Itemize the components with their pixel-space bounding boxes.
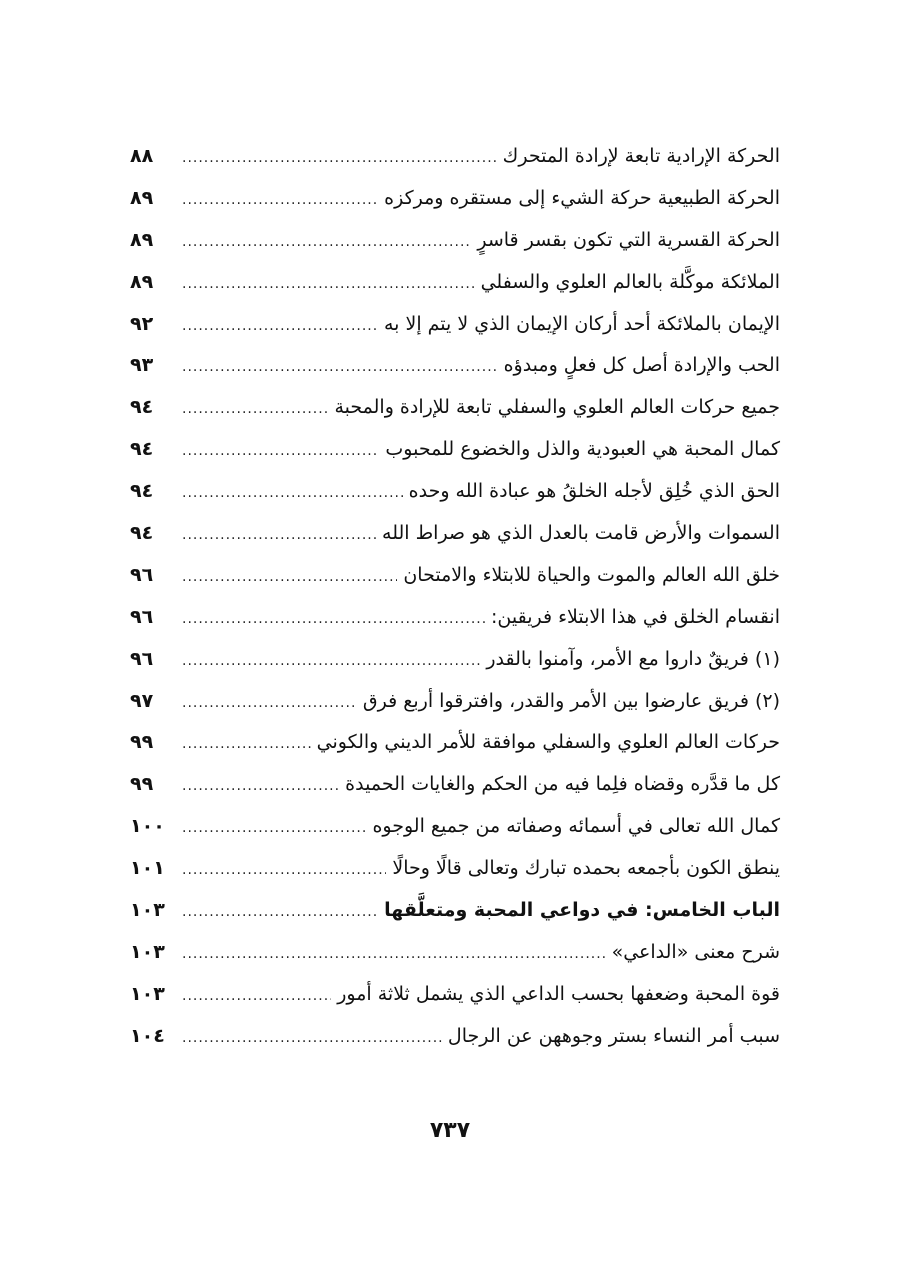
toc-entry-page: ٩٤ bbox=[130, 480, 154, 503]
toc-entry-page: ١٠٠ bbox=[130, 815, 165, 838]
toc-entry-title: جميع حركات العالم العلوي والسفلي تابعة للإرادة والمحبة bbox=[334, 396, 780, 419]
dot-leader bbox=[182, 180, 378, 222]
toc-entry-title: كل ما قدَّره وقضاه فلِما فيه من الحكم والغايات الحميدة bbox=[345, 773, 780, 796]
dot-leader bbox=[182, 976, 331, 1018]
toc-entry bbox=[130, 806, 780, 848]
dot-leader bbox=[182, 850, 386, 892]
toc-entry-page: ٨٩ bbox=[130, 270, 154, 293]
toc-entry-title: شرح معنى «الداعي» bbox=[611, 940, 780, 963]
dot-leader bbox=[182, 1018, 442, 1060]
toc-entry-page: ١٠١ bbox=[130, 857, 165, 880]
toc-entry-title: خلق الله العالم والموت والحياة للابتلاء والامتحان bbox=[403, 563, 780, 586]
toc-entry bbox=[130, 890, 780, 932]
toc-entry-title: الحب والإرادة أصل كل فعلٍ ومبدؤه bbox=[503, 354, 780, 377]
table-of-contents bbox=[130, 136, 780, 1058]
toc-entry-title: الحركة الإرادية تابعة لإرادة المتحرك bbox=[502, 145, 780, 167]
toc-entry-title: الباب الخامس: في دواعي المحبة ومتعلَّقها bbox=[384, 899, 780, 922]
toc-entry-page: ٩٤ bbox=[130, 396, 154, 419]
dot-leader bbox=[182, 557, 397, 599]
toc-entry-page: ١٠٣ bbox=[130, 899, 165, 922]
dot-leader bbox=[182, 306, 378, 348]
toc-entry-page: ١٠٣ bbox=[130, 940, 165, 963]
dot-leader bbox=[182, 347, 498, 389]
dot-leader bbox=[182, 389, 328, 431]
dot-leader bbox=[182, 138, 497, 180]
toc-entry-page: ٩٦ bbox=[130, 605, 154, 628]
toc-entry-title: الحق الذي خُلِق لأجله الخلقُ هو عبادة الله وحده bbox=[408, 480, 780, 503]
toc-entry-page: ٩٣ bbox=[130, 354, 154, 377]
toc-entry-title: الحركة الطبيعية حركة الشيء إلى مستقره ومركزه bbox=[384, 186, 780, 209]
toc-entry bbox=[130, 1016, 780, 1058]
toc-entry bbox=[130, 974, 780, 1016]
toc-entry-title: كمال الله تعالى في أسمائه وصفاته من جميع الوجوه bbox=[372, 815, 780, 838]
toc-entry bbox=[130, 722, 780, 764]
toc-entry bbox=[130, 136, 780, 178]
dot-leader bbox=[182, 473, 403, 515]
toc-entry bbox=[130, 764, 780, 806]
toc-entry-title: ينطق الكون بأجمعه بحمده تبارك وتعالى قالًا وحالًا bbox=[392, 857, 780, 880]
toc-entry-page: ٩٤ bbox=[130, 438, 154, 461]
dot-leader bbox=[182, 724, 311, 766]
toc-entry bbox=[130, 387, 780, 429]
dot-leader bbox=[182, 808, 366, 850]
page-number: ٧٣٧ bbox=[429, 1118, 471, 1143]
toc-entry-title: حركات العالم العلوي والسفلي موافقة للأمر الديني والكوني bbox=[316, 731, 780, 754]
toc-entry-page: ٨٨ bbox=[130, 145, 154, 167]
toc-entry bbox=[130, 471, 780, 513]
dot-leader bbox=[182, 515, 376, 557]
toc-entry-title: الملائكة موكَّلة بالعالم العلوي والسفلي bbox=[480, 270, 780, 293]
dot-leader bbox=[182, 934, 606, 976]
toc-entry-title: كمال المحبة هي العبودية والذل والخضوع للمحبوب bbox=[385, 438, 780, 461]
dot-leader bbox=[182, 683, 357, 725]
dot-leader bbox=[182, 892, 378, 934]
toc-entry bbox=[130, 555, 780, 597]
toc-entry-title: الإيمان بالملائكة أحد أركان الإيمان الذي لا يتم إلا به bbox=[383, 312, 780, 335]
toc-entry bbox=[130, 178, 780, 220]
toc-entry-page: ٨٩ bbox=[130, 228, 154, 251]
toc-entry-title: انقسام الخلق في هذا الابتلاء فريقين: bbox=[490, 605, 780, 628]
toc-entry bbox=[130, 639, 780, 681]
dot-leader bbox=[182, 264, 475, 306]
toc-entry-title: (١) فريقٌ داروا مع الأمر، وآمنوا بالقدر bbox=[486, 647, 780, 670]
toc-entry bbox=[130, 848, 780, 890]
toc-entry bbox=[130, 304, 780, 346]
toc-entry-page: ٩٤ bbox=[130, 522, 154, 545]
toc-entry-page: ١٠٤ bbox=[130, 1024, 165, 1047]
dot-leader bbox=[182, 766, 339, 808]
toc-entry bbox=[130, 597, 780, 639]
dot-leader bbox=[182, 222, 471, 264]
toc-entry bbox=[130, 429, 780, 471]
toc-entry-page: ٨٩ bbox=[130, 186, 154, 209]
toc-entry bbox=[130, 345, 780, 387]
toc-entry bbox=[130, 681, 780, 723]
toc-entry-title: (٢) فريق عارضوا بين الأمر والقدر، وافترقوا أربع فرق bbox=[362, 689, 780, 712]
toc-entry-page: ٩٩ bbox=[130, 773, 154, 796]
toc-entry-page: ٩٦ bbox=[130, 647, 154, 670]
toc-entry-page: ٩٧ bbox=[130, 689, 154, 712]
toc-entry-page: ٩٦ bbox=[130, 563, 154, 586]
toc-entry-page: ١٠٣ bbox=[130, 982, 165, 1005]
toc-entry bbox=[130, 262, 780, 304]
toc-entry bbox=[130, 220, 780, 262]
toc-entry bbox=[130, 932, 780, 974]
toc-entry-title: السموات والأرض قامت بالعدل الذي هو صراط الله bbox=[382, 522, 780, 545]
dot-leader bbox=[182, 431, 379, 473]
toc-entry-title: قوة المحبة وضعفها بحسب الداعي الذي يشمل ثلاثة أمور bbox=[337, 982, 780, 1005]
toc-entry-page: ٩٩ bbox=[130, 731, 154, 754]
toc-entry-title: الحركة القسرية التي تكون بقسر قاسرٍ bbox=[477, 228, 780, 251]
toc-entry bbox=[130, 513, 780, 555]
dot-leader bbox=[182, 641, 480, 683]
toc-entry-page: ٩٢ bbox=[130, 312, 154, 335]
toc-entry-title: سبب أمر النساء بستر وجوههن عن الرجال bbox=[447, 1024, 780, 1047]
dot-leader bbox=[182, 599, 485, 641]
